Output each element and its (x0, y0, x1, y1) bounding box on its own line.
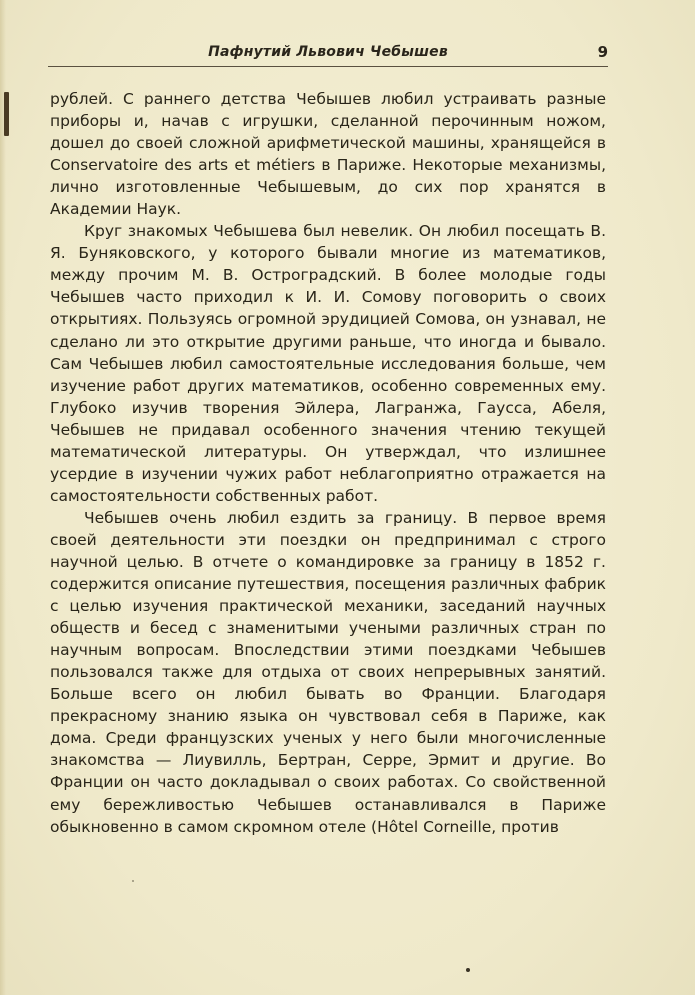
print-speck (132, 880, 134, 882)
page-left-edge (0, 0, 6, 995)
paragraph-1: рублей. С раннего детства Чебышев любил устраивать разные приборы и, начав с игрушки, сделанной перочинным ножом, дошел до своей сложной арифметической машины, хранящейся в Conservatoire des arts et métiers в Париже. Некоторые механизмы, лично изготовленные Чебышевым, до сих пор хранятся в Академии Наук. (50, 90, 606, 219)
page-number: 9 (597, 43, 608, 61)
header-rule (48, 66, 608, 67)
running-title: Пафнутий Львович Чебышев (208, 44, 448, 60)
print-speck (466, 968, 470, 972)
binding-mark (4, 92, 9, 136)
page-header (48, 40, 608, 68)
paragraph-2: Круг знакомых Чебышева был невелик. Он любил посещать В. Я. Буняковского, у которого бывали многие из математиков, между прочим М. В. Остроградский. В более молодые годы Чебышев часто приходил к И. И. Сомову поговорить о своих открытиях. Пользуясь огромной эрудицией Сомова, он узнавал, не сделано ли это открытие другими раньше, что иногда и бывало. Сам Чебышев любил самостоятельные исследования больше, чем изучение работ других математиков, особенно современных ему. Глубоко изучив творения Эйлера, Лагранжа, Гаусса, Абеля, Чебышев не придавал особенного значения чтению текущей математической литературы. Он утверждал, что излишнее усердие в изучении чужих работ неблагоприятно отражается на самостоятельности собственных работ. (50, 222, 606, 505)
body-text (50, 88, 606, 838)
paragraph-3: Чебышев очень любил ездить за границу. В первое время своей деятельности эти поездки он предпринимал с строго научной целью. В отчете о командировке за границу в 1852 г. содержится описание путешествия, посещения различных фабрик с целью изучения практической механики, заседаний научных обществ и бесед с знаменитыми учеными различных стран по научным вопросам. Впоследствии этими поездками Чебышев пользовался также для отдыха от своих непрерывных занятий. Больше всего он любил бывать во Франции. Благодаря прекрасному знанию языка он чувствовал себя в Париже, как дома. Среди французских ученых у него были многочисленные знакомства — Лиувилль, Бертран, Серре, Эрмит и другие. Во Франции он часто докладывал о своих работах. Со свойственной ему бережливостью Чебышев останавливался в Париже обыкновенно в самом скромном отеле (Hôtel Corneille, против (50, 508, 606, 836)
